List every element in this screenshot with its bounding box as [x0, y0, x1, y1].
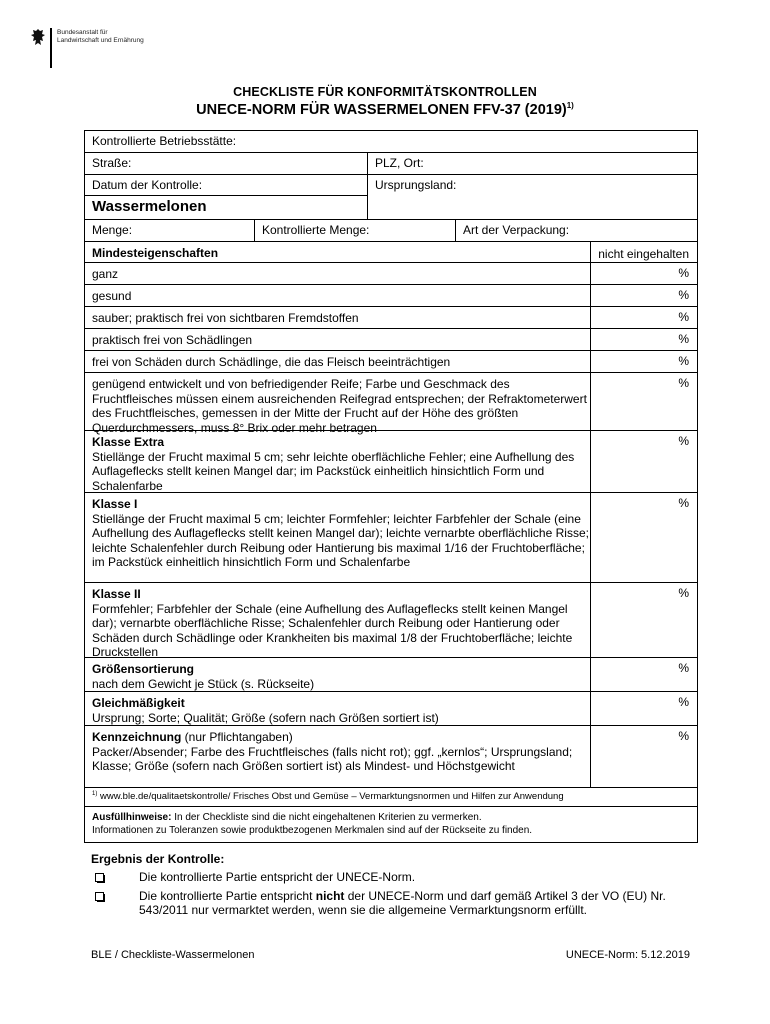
datum-product-cell: [85, 175, 368, 219]
criteria-body: Stiellänge der Frucht maximal 5 cm; sehr leichte oberflächliche Fehler; eine Aufhellung des Auflageflecks stellt keinen Mangel dar; im Packstück einheitlich hinsichtlich Form und Schalenfarbe: [92, 449, 575, 493]
criteria-text: [85, 329, 591, 350]
criteria-title: Kennzeichnung: [92, 730, 182, 744]
percent-cell[interactable]: %: [678, 586, 689, 600]
criteria-body: genügend entwickelt und von befriedigender Reife; Farbe und Geschmack des Fruchtfleisches müssen einem ausreichenden Reifegrad entsprechen; der Refraktometerwert des Fruchtfleisches, gemessen in der Mitte der Frucht auf der Höhe des größten Querdurchmessers, muss 8° Brix oder mehr betragen: [92, 377, 587, 435]
result-option-1-text: Die kontrollierte Partie entspricht der UNECE-Norm.: [139, 870, 416, 884]
criteria-text: [85, 307, 591, 328]
percent-cell[interactable]: %: [678, 695, 689, 709]
criteria-title: Größensortierung: [92, 662, 195, 676]
criteria-text: [85, 692, 591, 725]
plz-ort-field[interactable]: PLZ, Ort:: [375, 156, 424, 170]
ble-logo: [30, 28, 170, 68]
checkbox-icon[interactable]: [95, 873, 104, 882]
criteria-row: [85, 351, 697, 373]
row-betriebsstaette: [85, 131, 697, 153]
criteria-row: [85, 263, 697, 285]
checklist-form: [84, 130, 698, 843]
criteria-row: [85, 431, 697, 493]
criteria-text: [85, 373, 591, 435]
logo-line-2: Landwirtschaft und Ernährung: [57, 37, 144, 44]
federal-eagle-icon: [30, 28, 46, 48]
percent-cell[interactable]: %: [678, 496, 689, 510]
criteria-body: Stiellänge der Frucht maximal 5 cm; leichter Formfehler; leichter Farbfehler der Schale (eine Aufhellung des Auflageflecks stellt keinen Mangel dar); leichte vernarbte oberflächliche Risse; leichte Schalenfehler durch Reibung oder Hantierung bis maximal 1/16 der Fruchtoberfläche; im Packstück einheitlich hinsichtlich Form und Schalenfarbe: [92, 511, 589, 570]
criteria-title-suffix: (nur Pflichtangaben): [181, 730, 293, 744]
footer-right: UNECE-Norm: 5.12.2019: [565, 949, 690, 961]
criteria-row: [85, 373, 697, 435]
percent-cell[interactable]: %: [678, 376, 689, 390]
footnote: [85, 788, 697, 807]
criteria-header-row: [85, 242, 697, 263]
product-name: Wassermelonen: [92, 198, 207, 215]
verpackung-field[interactable]: Art der Verpackung:: [463, 223, 570, 237]
criteria-body: praktisch frei von Schädlingen: [92, 333, 253, 347]
percent-cell[interactable]: %: [678, 332, 689, 346]
criteria-body: Packer/Absender; Farbe des Fruchtfleisches (falls nicht rot); ggf. „kernlos“; Ursprungsland; Klasse; Größe (sofern nach Größen sortiert ist) als Mindest- und Höchstgewicht: [92, 744, 573, 774]
logo-divider: [50, 28, 52, 68]
percent-cell[interactable]: %: [678, 434, 689, 448]
title-line-2-text: UNECE-NORM FÜR WASSERMELONEN FFV-37 (2019): [196, 101, 567, 118]
title-footnote-mark: 1): [566, 101, 574, 110]
fill-instructions: [85, 807, 697, 842]
criteria-text: [85, 285, 591, 306]
row-datum: [85, 175, 697, 220]
result-section: [91, 852, 701, 918]
result-option-1: [91, 870, 701, 885]
criteria-text: [85, 263, 591, 284]
percent-cell[interactable]: %: [678, 310, 689, 324]
criteria-row: [85, 285, 697, 307]
betriebsstaette-field[interactable]: Kontrollierte Betriebsstätte:: [92, 134, 237, 148]
footer-left: BLE / Checkliste-Wassermelonen: [91, 949, 255, 961]
result-option-2: [91, 889, 701, 918]
criteria-text: [85, 431, 591, 492]
percent-cell[interactable]: %: [678, 288, 689, 302]
criteria-row: [85, 692, 697, 726]
criteria-row: [85, 329, 697, 351]
criteria-row: [85, 726, 697, 788]
criteria-row: [85, 307, 697, 329]
title-line-2: [0, 101, 770, 118]
row-address: [85, 153, 697, 175]
criteria-title: Klasse Extra: [92, 435, 165, 449]
ursprungsland-field[interactable]: Ursprungsland:: [375, 178, 457, 192]
criteria-row: [85, 658, 697, 692]
criteria-text: [85, 493, 591, 582]
criteria-title: Klasse I: [92, 497, 138, 511]
logo-text: [57, 29, 144, 45]
criteria-body: sauber; praktisch frei von sichtbaren Fremdstoffen: [92, 311, 359, 325]
criteria-body: Formfehler; Farbfehler der Schale (eine Aufhellung des Auflageflecks stellt keinen Mangel dar); vernarbte oberflächliche Risse; Schalenfehler durch Reibung oder Hantierung oder Schäden durch Schädlinge oder Krankheiten bis maximal 1/8 der Fruchtoberfläche; leichte Druckstellen: [92, 601, 573, 660]
criteria-body: nach dem Gewicht je Stück (s. Rückseite): [92, 676, 315, 691]
criteria-text: [85, 351, 591, 372]
row-menge: [85, 220, 697, 242]
criteria-title: Gleichmäßigkeit: [92, 696, 185, 710]
result-title: Ergebnis der Kontrolle:: [91, 852, 225, 866]
datum-field[interactable]: Datum der Kontrolle:: [92, 178, 203, 192]
logo-line-1: Bundesanstalt für: [57, 29, 108, 36]
strasse-field[interactable]: Straße:: [85, 153, 368, 174]
criteria-row: [85, 583, 697, 658]
criteria-body: Ursprung; Sorte; Qualität; Größe (sofern nach Größen sortiert ist): [92, 710, 439, 725]
criteria-title: Klasse II: [92, 587, 141, 601]
result-option-2-pre: Die kontrollierte Partie entspricht: [139, 888, 316, 903]
criteria-text: [85, 726, 591, 787]
criteria-text: [85, 658, 591, 691]
result-option-2-bold: nicht: [315, 888, 345, 903]
title-line-1: CHECKLISTE FÜR KONFORMITÄTSKONTROLLEN: [233, 85, 537, 99]
criteria-header-right: nicht eingehalten: [598, 247, 689, 261]
hint-line-2: Informationen zu Toleranzen sowie produktbezogenen Merkmalen sind auf der Rückseite zu finden.: [92, 825, 533, 837]
hint-label: Ausfüllhinweise:: [92, 812, 172, 824]
criteria-body: frei von Schäden durch Schädlinge, die das Fleisch beeinträchtigen: [92, 355, 451, 369]
criteria-text: [85, 583, 591, 660]
criteria-body: ganz: [92, 267, 119, 281]
percent-cell[interactable]: %: [678, 354, 689, 368]
criteria-list: [85, 263, 697, 788]
result-option-2-post: der UNECE-Norm und darf gemäß Artikel 3 der VO (EU) Nr. 543/2011 nur vermarktet werden, wenn sie die allgemeine Vermarktungsnorm erfüllt.: [139, 888, 666, 917]
footnote-mark: 1): [92, 791, 98, 797]
kontrollierte-menge-field[interactable]: Kontrollierte Menge:: [255, 220, 456, 241]
percent-cell[interactable]: %: [678, 266, 689, 280]
checkbox-icon[interactable]: [95, 892, 104, 901]
footnote-text: www.ble.de/qualitaetskontrolle/ Frisches Obst und Gemüse – Vermarktungsnormen und Hilfen zur Anwendung: [97, 791, 564, 803]
percent-cell[interactable]: %: [678, 729, 689, 743]
hint-text-1: In der Checkliste sind die nicht eingehaltenen Kriterien zu vermerken.: [171, 812, 482, 824]
menge-field[interactable]: Menge:: [85, 220, 255, 241]
criteria-body: gesund: [92, 289, 132, 303]
datum-divider: [85, 195, 367, 196]
percent-cell[interactable]: %: [678, 661, 689, 675]
criteria-header-left: Mindesteigenschaften: [85, 242, 591, 262]
criteria-row: [85, 493, 697, 583]
hint-line-1: [92, 811, 697, 824]
